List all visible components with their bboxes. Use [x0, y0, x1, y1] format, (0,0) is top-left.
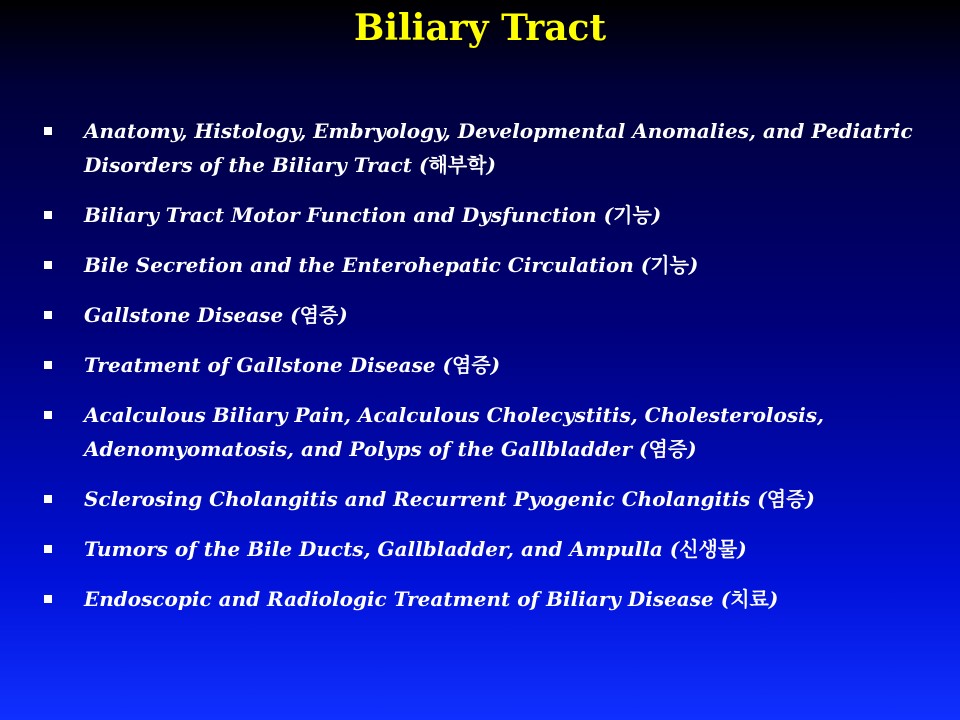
item-tag: 기능 [613, 203, 652, 227]
list-item: Treatment of Gallstone Disease (염증) [44, 348, 924, 382]
square-bullet-icon [44, 311, 52, 319]
list-item: Biliary Tract Motor Function and Dysfunction (기능) [44, 198, 924, 232]
item-text: Biliary Tract Motor Function and Dysfunction [84, 203, 597, 227]
item-tag: 치료 [730, 587, 769, 611]
list-item: Endoscopic and Radiologic Treatment of Biliary Disease (치료) [44, 582, 924, 616]
item-text: Bile Secretion and the Enterohepatic Circulation [84, 253, 634, 277]
item-text: Treatment of Gallstone Disease [84, 353, 436, 377]
list-item: Gallstone Disease (염증) [44, 298, 924, 332]
item-tag: 염증 [648, 437, 688, 461]
item-tag: 염증 [452, 353, 491, 377]
topic-list [44, 114, 924, 632]
square-bullet-icon [44, 595, 52, 603]
list-item: Acalculous Biliary Pain, Acalculous Cholecystitis, Cholesterolosis, Adenomyomatosis, and Polyps of the Gallbladder (염증) [44, 398, 924, 466]
square-bullet-icon [44, 211, 52, 219]
item-text: Endoscopic and Radiologic Treatment of Biliary Disease [84, 587, 714, 611]
item-tag: 기능 [650, 253, 689, 277]
square-bullet-icon [44, 495, 52, 503]
item-text: Sclerosing Cholangitis and Recurrent Pyogenic Cholangitis [84, 487, 751, 511]
list-item: Anatomy, Histology, Embryology, Developmental Anomalies, and Pediatric Disorders of the Biliary Tract (해부학) [44, 114, 924, 182]
item-tag: 염증 [766, 487, 806, 511]
slide-title: Biliary Tract [353, 7, 607, 49]
square-bullet-icon [44, 127, 52, 135]
square-bullet-icon [44, 261, 52, 269]
item-tag: 해부학 [428, 153, 487, 177]
item-tag: 염증 [299, 303, 339, 327]
square-bullet-icon [44, 545, 52, 553]
list-item: Bile Secretion and the Enterohepatic Circulation (기능) [44, 248, 924, 282]
list-item: Sclerosing Cholangitis and Recurrent Pyogenic Cholangitis (염증) [44, 482, 924, 516]
list-item: Tumors of the Bile Ducts, Gallbladder, and Ampulla (신생물) [44, 532, 924, 566]
item-text: Anatomy, Histology, Embryology, Developmental Anomalies, and Pediatric Disorders of the Biliary Tract [84, 119, 913, 177]
square-bullet-icon [44, 411, 52, 419]
item-tag: 신생물 [679, 537, 738, 561]
item-text: Gallstone Disease [84, 303, 284, 327]
square-bullet-icon [44, 361, 52, 369]
item-text: Acalculous Biliary Pain, Acalculous Cholecystitis, Cholesterolosis, Adenomyomatosis, and Polyps of the Gallbladder [84, 403, 824, 461]
item-text: Tumors of the Bile Ducts, Gallbladder, and Ampulla [84, 537, 663, 561]
